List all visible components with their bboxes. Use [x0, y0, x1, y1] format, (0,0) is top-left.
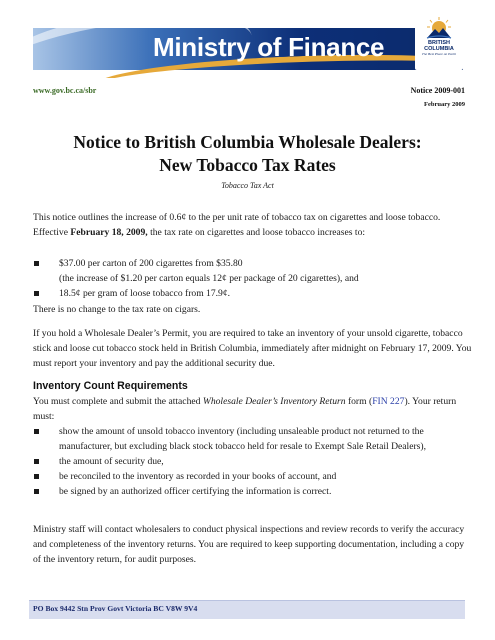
form-name: Wholesale Dealer’s Inventory Return [202, 396, 346, 407]
inventory-text-b: form ( [345, 396, 373, 407]
notice-date: February 2009 [424, 101, 465, 108]
footer-address: PO Box 9442 Stn Prov Govt Victoria BC V8W 9V4 [33, 604, 198, 613]
document-title-line1: Notice to British Columbia Wholesale Dealers: [73, 132, 422, 152]
rate-item-cigarettes-line2: (the increase of $1.20 per carton equals 12¢ per package of 20 cigarettes), and [59, 273, 359, 284]
bullet-square-icon [34, 459, 39, 464]
requirement-item [33, 454, 473, 469]
act-name: Tobacco Tax Act [221, 181, 274, 190]
bullet-square-icon [34, 261, 39, 266]
requirement-item-text: show the amount of unsold tobacco inventory (including unsaleable product not returned to the manufacturer, but excluding black stock tobacco held for resale to Exempt Sale Retail Dealers), [59, 426, 426, 452]
rate-item-loose-tobacco [33, 286, 473, 301]
effective-date: February 18, 2009, [70, 227, 148, 238]
bullet-square-icon [34, 429, 39, 434]
bullet-square-icon [34, 291, 39, 296]
requirement-item [33, 469, 473, 484]
bullet-square-icon [34, 474, 39, 479]
cigar-paragraph: There is no change to the tax rate on cigars. [33, 304, 201, 315]
rate-list [33, 256, 473, 301]
website-link[interactable]: www.gov.bc.ca/sbr [33, 86, 97, 95]
ministry-banner [33, 10, 463, 78]
intro-text-a: This notice outlines the increase of 0.6¢ to the per unit rate of tobacco tax on cigarettes and loose tobacco. Effective [33, 212, 441, 238]
intro-text-b: the tax rate on cigarettes and loose tobacco increases to: [147, 227, 366, 238]
logo-line-british: BRITISH [428, 40, 450, 46]
banner-title: Ministry of Finance [153, 32, 385, 62]
logo-tagline: The Best Place on Earth [421, 52, 457, 56]
audit-paragraph: Ministry staff will contact wholesalers to conduct physical inspections and review records to verify the accuracy and completeness of the inventory returns. You are required to keep supporting documentation, including a copy of the inventory return, for audit purposes. [33, 524, 465, 565]
requirement-item-text: the amount of security due, [59, 456, 164, 467]
footer-bar [29, 600, 465, 619]
inventory-text-c: ). Your return must: [33, 396, 457, 422]
inventory-heading: Inventory Count Requirements [33, 380, 188, 392]
fin227-link[interactable]: FIN 227 [372, 396, 405, 407]
inventory-text-a: You must complete and submit the attached [33, 396, 203, 407]
notice-number: Notice 2009-001 [410, 86, 465, 95]
logo-line-columbia: COLUMBIA [424, 46, 454, 52]
rate-item-cigarettes [33, 256, 473, 286]
sun-mountain-icon [424, 16, 454, 40]
rate-item-cigarettes-line1: $37.00 per carton of 200 cigarettes from $35.80 [59, 258, 243, 269]
requirement-item [33, 484, 473, 499]
document-title-line2: New Tobacco Tax Rates [159, 155, 336, 175]
rate-item-loose-tobacco-text: 18.5¢ per gram of loose tobacco from 17.9¢. [59, 288, 231, 299]
requirement-item [33, 424, 473, 454]
inventory-paragraph [33, 394, 473, 424]
bullet-square-icon [34, 489, 39, 494]
requirement-item-text: be signed by an authorized officer certifying the information is correct. [59, 486, 332, 497]
return-requirements-list [33, 424, 473, 499]
bc-logo [415, 14, 463, 70]
intro-paragraph [33, 210, 473, 240]
permit-paragraph: If you hold a Wholesale Dealer’s Permit, you are required to take an inventory of your unsold cigarette, tobacco stick and loose cut tobacco stock held in British Columbia, immediately after midnight on February 17, 2009. You must report your inventory and pay the additional security due. [33, 328, 472, 369]
requirement-item-text: be reconciled to the inventory as recorded in your books of account, and [59, 471, 337, 482]
